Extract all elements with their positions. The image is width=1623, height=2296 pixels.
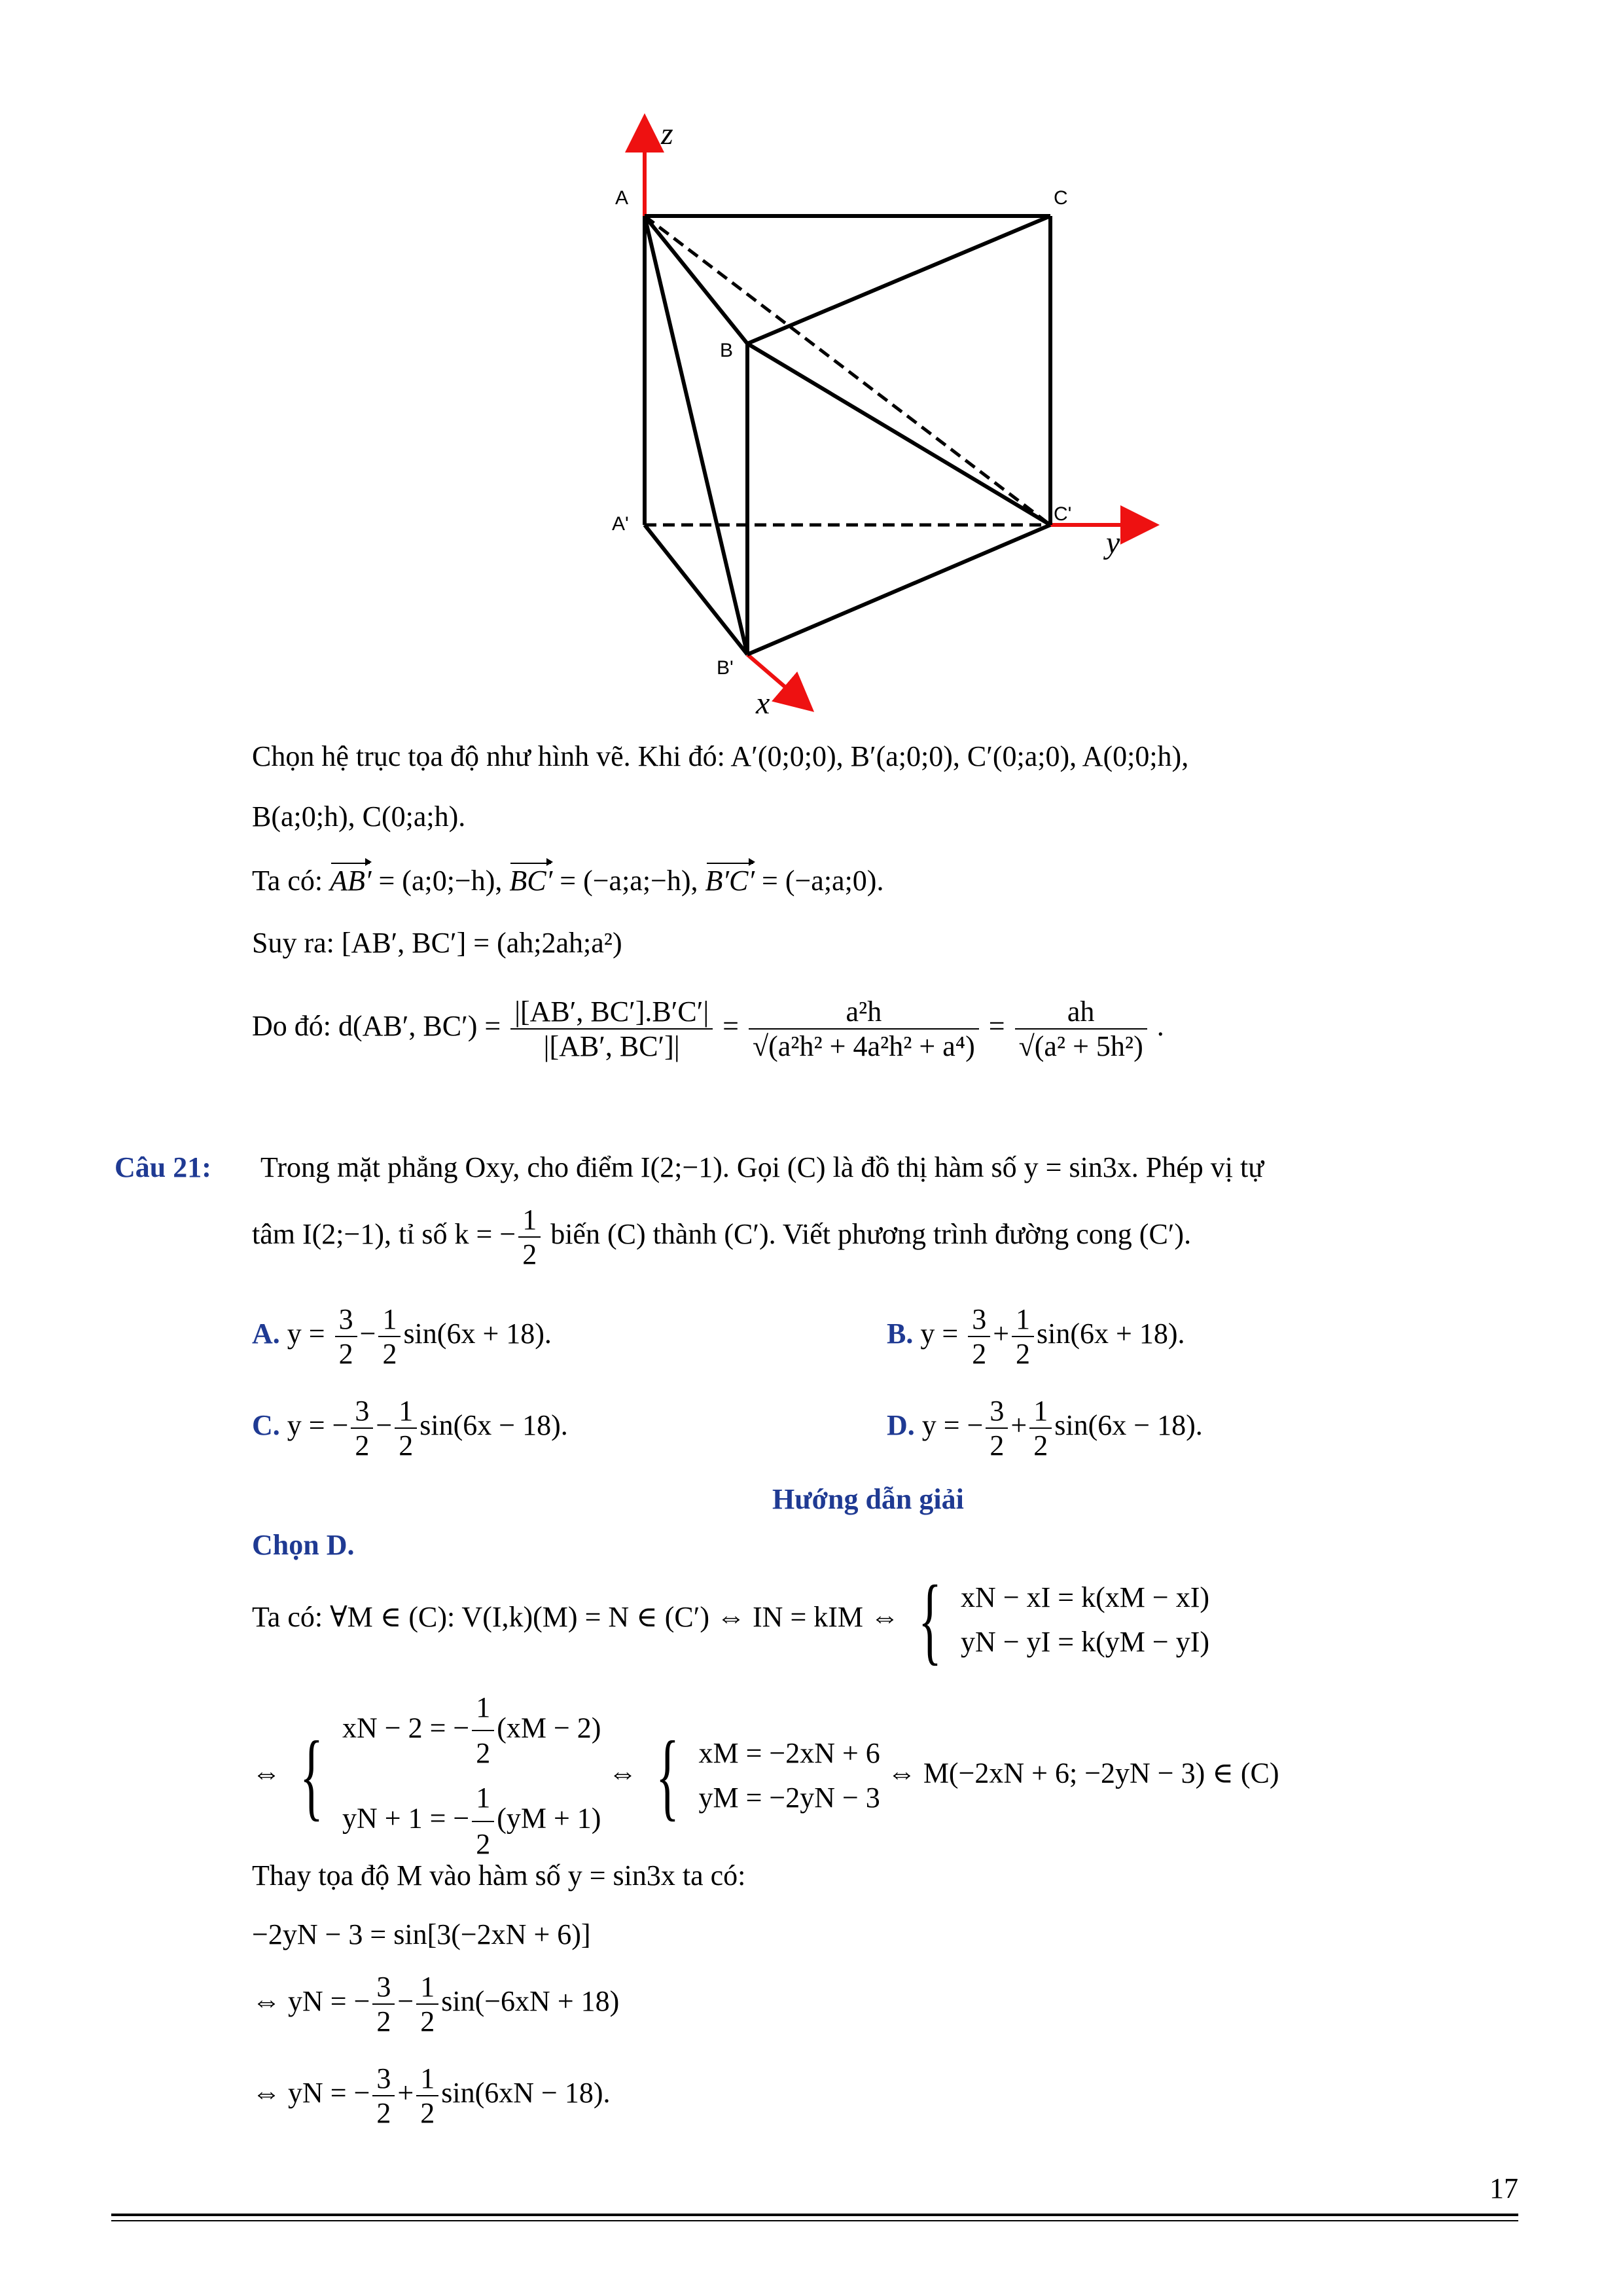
- label-B1: B': [717, 657, 734, 679]
- question-text-1: Trong mặt phẳng Oxy, cho điểm I(2;−1). Gọi (C) là đồ thị hàm số y = sin3x. Phép vị tự: [260, 1151, 1264, 1183]
- solution-step-2: ⇔ { xN − 2 = − $\frac{1}{2}$ (xM − 2) yN + 1 = − $\frac{1}{2}$ (yM + 1) ⇔ { xM = −2xN + 6 yM = −2yN − 3 ⇔ M(−2xN + 6; −2yN − 3) ∈ (C): [252, 1685, 1279, 1867]
- solution-step-5: ⇔ yN = − $\frac{3}{2}$ − $\frac{1}{2}$ sin(−6xN + 18): [252, 1971, 620, 2037]
- label-A1: A': [612, 513, 629, 535]
- question-label: Câu 21:: [115, 1151, 211, 1183]
- question-text-2: tâm I(2;−1), tỉ số k = − $\frac{1}{2}$ biến (C) thành (C′). Viết phương trình đường cong (C′).: [252, 1204, 1192, 1270]
- option-c[interactable]: C. y = − $\frac{3}{2}$ − $\frac{1}{2}$ sin(6x − 18).: [252, 1395, 568, 1462]
- footer-rule-thin: [111, 2220, 1518, 2221]
- axis-z-label: z: [661, 117, 673, 151]
- solution-step-6: ⇔ yN = − $\frac{3}{2}$ + $\frac{1}{2}$ sin(6xN − 18).: [252, 2062, 611, 2129]
- label-A: A: [615, 187, 629, 209]
- prev-line-3: Ta có: AB′ = (a;0;−h), BC′ = (−a;a;−h), B′C′ = (−a;a;0).: [252, 865, 884, 897]
- solution-step-3: Thay tọa độ M vào hàm số y = sin3x ta có:: [252, 1859, 746, 1892]
- option-a[interactable]: A. y = $\frac{3}{2}$ − $\frac{1}{2}$ sin(6x + 18).: [252, 1303, 552, 1370]
- label-C1: C': [1054, 503, 1072, 525]
- axis-y-label: y: [1106, 526, 1120, 560]
- prev-line-5: Do đó: d(AB′, BC′) = $\frac{|[AB', BC'].B'C'|}{|[AB', BC']|}$ = $\frac{\text{a²h}}{\text{√(a²h² + 4a²h² + a⁴)}}$ = $\frac{ah}{\text{√(a² + 5h²)}}$ .: [252, 996, 1164, 1062]
- prism-figure: [0, 0, 1623, 733]
- label-B: B: [720, 340, 734, 361]
- prev-line-2: B(a;0;h), C(0;a;h).: [252, 800, 466, 833]
- footer-rule: [111, 2214, 1518, 2216]
- option-b[interactable]: B. y = $\frac{3}{2}$ + $\frac{1}{2}$ sin(6x + 18).: [887, 1303, 1185, 1370]
- solution-choice: Chọn D.: [252, 1529, 355, 1561]
- prev-line-4: Suy ra: [AB′, BC′] = (ah;2ah;a²): [252, 927, 622, 959]
- solution-step-1: Ta có: ∀M ∈ (C): V(I,k)(M) = N ∈ (C′) ⇔ IN = kIM ⇔ { xN − xI = k(xM − xI) yN − yI = k(yM − yI): [252, 1566, 1209, 1674]
- label-C: C: [1054, 187, 1068, 209]
- solution-step-4: −2yN − 3 = sin[3(−2xN + 6)]: [252, 1918, 591, 1950]
- page-number: 17: [1489, 2172, 1518, 2204]
- option-d[interactable]: D. y = − $\frac{3}{2}$ + $\frac{1}{2}$ sin(6x − 18).: [887, 1395, 1203, 1462]
- axis-x-label: x: [756, 686, 770, 721]
- prev-line-1: Chọn hệ trục tọa độ như hình vẽ. Khi đó: A′(0;0;0), B′(a;0;0), C′(0;a;0), A(0;0;h),: [252, 740, 1189, 772]
- solution-heading: Hướng dẫn giải: [772, 1483, 964, 1515]
